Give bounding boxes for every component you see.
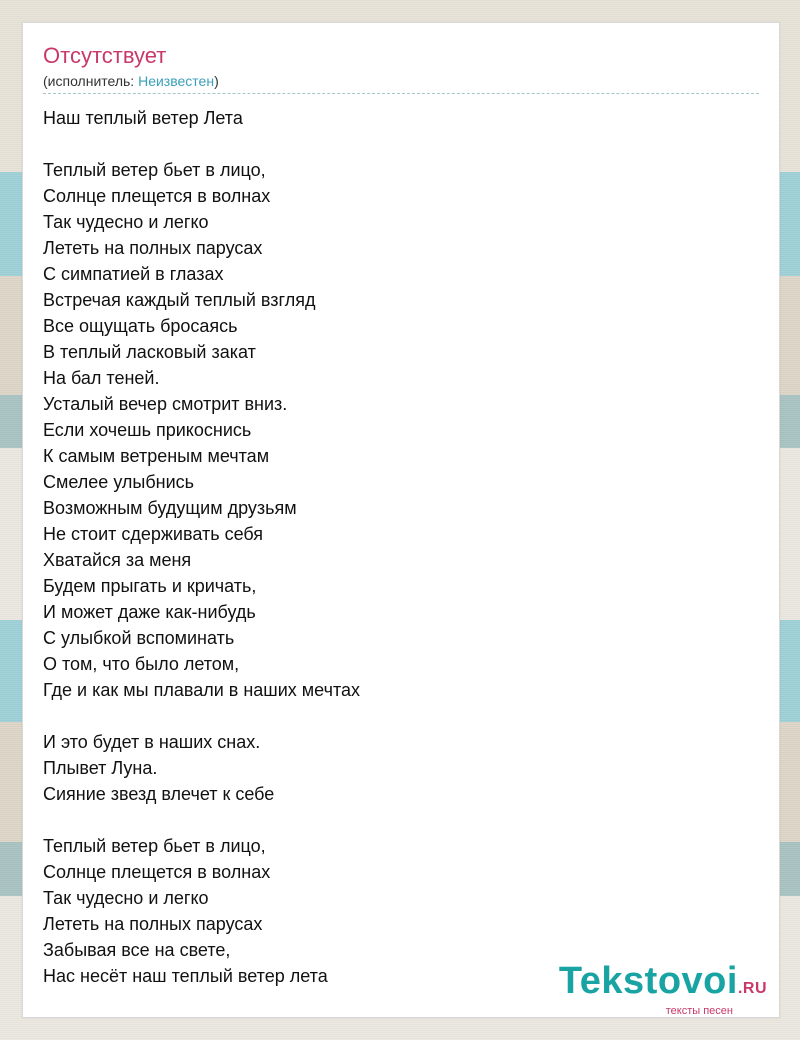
site-logo[interactable]	[559, 961, 767, 1017]
lyrics-line: В теплый ласковый закат	[43, 342, 256, 362]
lyrics-line: Сияние звезд влечет к себе	[43, 784, 275, 804]
lyrics-line: К самым ветреным мечтам	[43, 446, 270, 466]
lyrics-card	[22, 22, 780, 1018]
lyrics-line: Забывая все на свете,	[43, 940, 231, 960]
lyrics-line: Так чудесно и легко	[43, 888, 209, 908]
lyrics-blank-line	[43, 131, 743, 157]
lyrics-line: Возможным будущим друзьям	[43, 498, 297, 518]
artist-suffix: )	[214, 73, 219, 89]
lyrics-line: Лететь на полных парусах	[43, 238, 263, 258]
lyrics-line: Встречая каждый теплый взгляд	[43, 290, 316, 310]
lyrics-line: Если хочешь прикоснись	[43, 420, 252, 440]
song-title: Отсутствует	[43, 43, 167, 68]
artist-info	[43, 73, 219, 89]
lyrics-line: Теплый ветер бьет в лицо,	[43, 836, 266, 856]
artist-link[interactable]: Неизвестен	[138, 73, 215, 89]
title-divider	[43, 93, 759, 94]
lyrics-line: Теплый ветер бьет в лицо,	[43, 160, 266, 180]
lyrics-line: С улыбкой вспоминать	[43, 628, 235, 648]
lyrics-line: И может даже как-нибудь	[43, 602, 256, 622]
logo-name: Tekstovoi	[558, 960, 738, 1002]
lyrics-line: Где и как мы плавали в наших мечтах	[43, 680, 361, 700]
lyrics-line: Нас несёт наш теплый ветер лета	[43, 966, 328, 986]
lyrics-line: Так чудесно и легко	[43, 212, 209, 232]
lyrics-line: Смелее улыбнись	[43, 472, 195, 492]
lyrics-line: Лететь на полных парусах	[43, 914, 263, 934]
lyrics-line: Солнце плещется в волнах	[43, 862, 271, 882]
lyrics-line: Усталый вечер смотрит вниз.	[43, 394, 288, 414]
lyrics-text	[43, 105, 743, 989]
lyrics-line: О том, что было летом,	[43, 654, 240, 674]
lyrics-line: Плывет Луна.	[43, 758, 158, 778]
lyrics-line: Хватайся за меня	[43, 550, 192, 570]
lyrics-line: И это будет в наших снах.	[43, 732, 261, 752]
lyrics-line: Все ощущать бросаясь	[43, 316, 238, 336]
lyrics-line: Наш теплый ветер Лета	[43, 108, 243, 128]
lyrics-line: На бал теней.	[43, 368, 160, 388]
artist-prefix: (исполнитель:	[43, 73, 139, 89]
logo-tld: .RU	[737, 980, 767, 997]
lyrics-blank-line	[43, 703, 743, 729]
lyrics-line: Не стоит сдерживать себя	[43, 524, 264, 544]
lyrics-line: С симпатией в глазах	[43, 264, 224, 284]
lyrics-line: Солнце плещется в волнах	[43, 186, 271, 206]
lyrics-blank-line	[43, 807, 743, 833]
lyrics-line: Будем прыгать и кричать,	[43, 576, 257, 596]
logo-tagline: тексты песен	[665, 1005, 733, 1017]
